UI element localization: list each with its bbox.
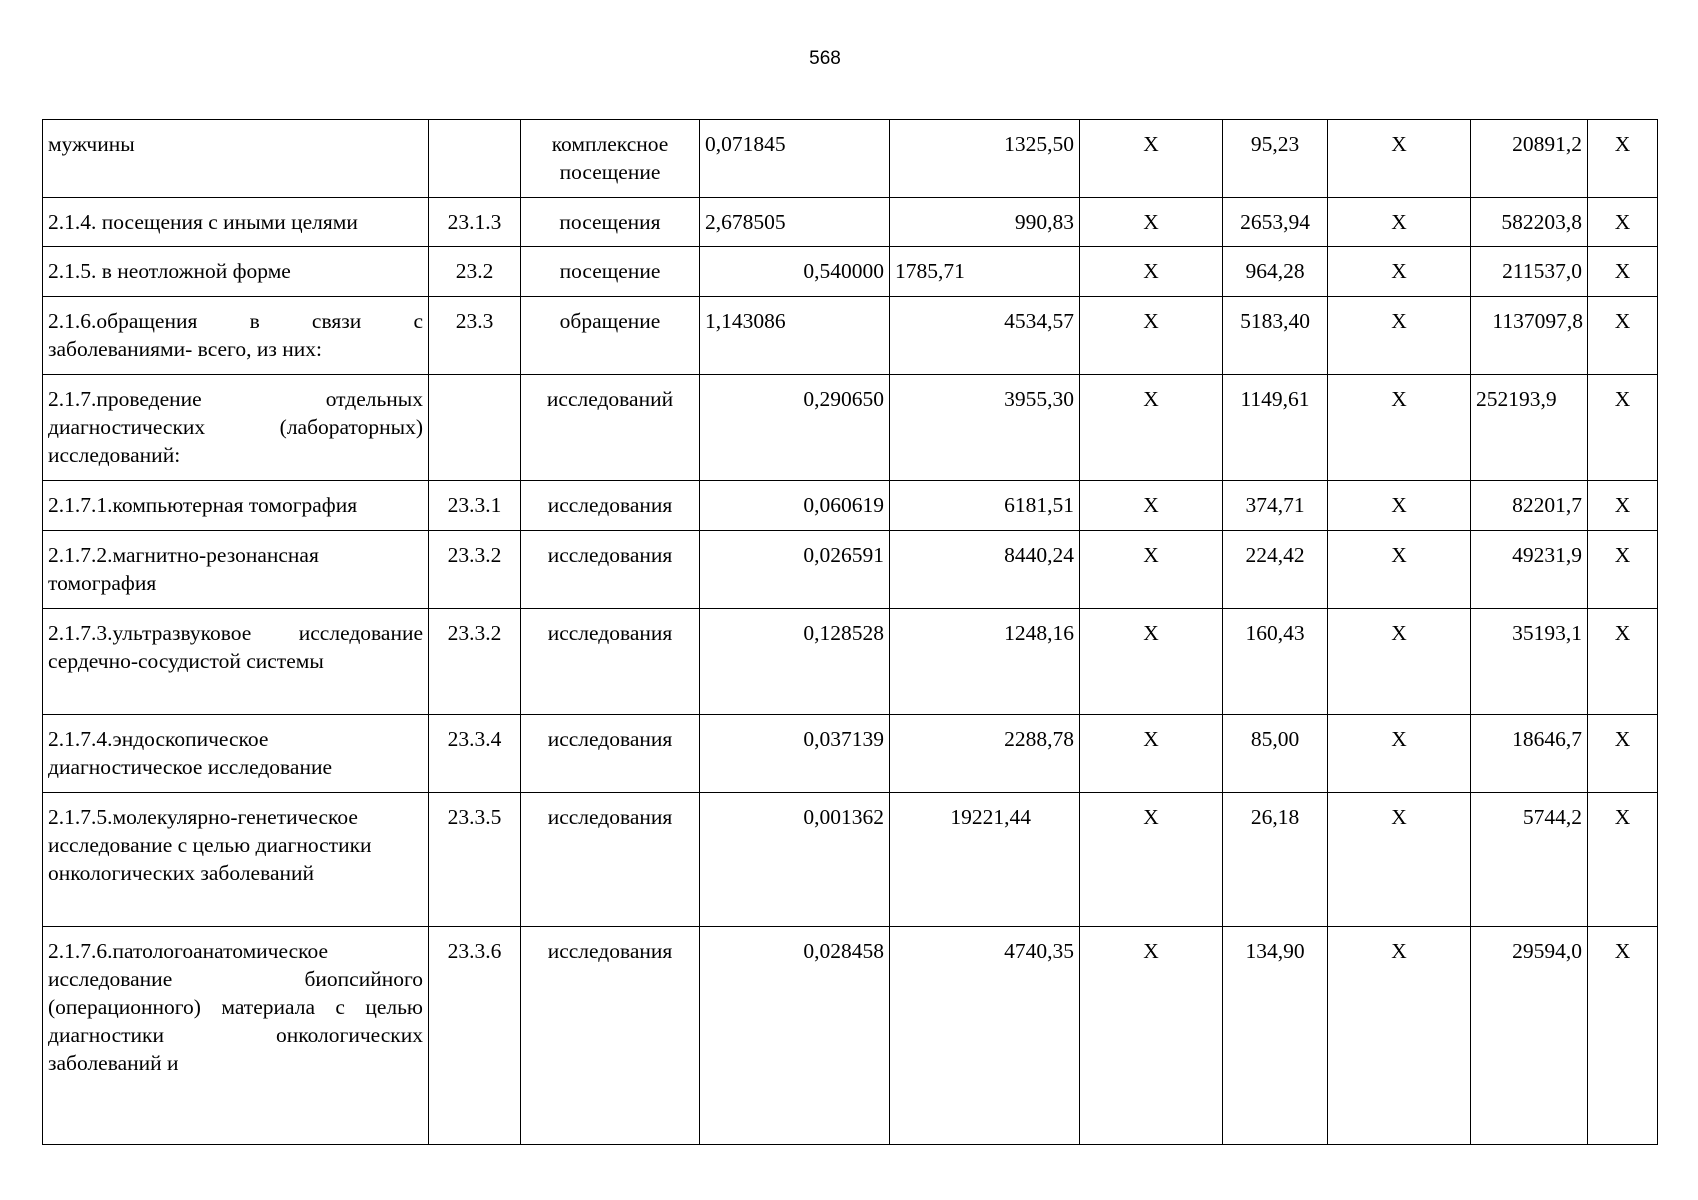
table-row <box>43 793 1658 927</box>
row-per-capita: 1149,61 <box>1223 375 1328 481</box>
row-x2: X <box>1328 927 1471 1145</box>
row-x1: X <box>1080 120 1223 198</box>
row-x1: X <box>1080 481 1223 531</box>
row-name: 2.1.7.2.магнитно-резонансная томография <box>43 531 429 609</box>
row-cost: 8440,24 <box>890 531 1080 609</box>
row-code <box>429 120 521 198</box>
row-name: 2.1.7.3.ультразвуковое исследование сердечно-сосудистой системы <box>43 609 429 715</box>
row-code: 23.3 <box>429 297 521 375</box>
row-volume: 0,540000 <box>700 247 890 297</box>
row-code: 23.1.3 <box>429 198 521 247</box>
norms-table <box>42 119 1658 1145</box>
row-x1: X <box>1080 609 1223 715</box>
row-x2: X <box>1328 793 1471 927</box>
row-total: 49231,9 <box>1471 531 1588 609</box>
row-per-capita: 374,71 <box>1223 481 1328 531</box>
row-x2: X <box>1328 715 1471 793</box>
row-per-capita: 95,23 <box>1223 120 1328 198</box>
row-unit: исследования <box>521 531 700 609</box>
row-volume: 0,128528 <box>700 609 890 715</box>
row-per-capita: 224,42 <box>1223 531 1328 609</box>
row-per-capita: 160,43 <box>1223 609 1328 715</box>
row-x2: X <box>1328 198 1471 247</box>
row-volume: 0,001362 <box>700 793 890 927</box>
row-cost: 1248,16 <box>890 609 1080 715</box>
row-x2: X <box>1328 531 1471 609</box>
row-x2: X <box>1328 247 1471 297</box>
row-cost: 6181,51 <box>890 481 1080 531</box>
row-per-capita: 2653,94 <box>1223 198 1328 247</box>
row-name: 2.1.7.5.молекулярно-генетическое исследование с целью диагностики онкологических заболеваний <box>43 793 429 927</box>
row-unit: обращение <box>521 297 700 375</box>
row-x3: X <box>1588 609 1658 715</box>
table-row <box>43 531 1658 609</box>
row-x3: X <box>1588 247 1658 297</box>
row-total: 5744,2 <box>1471 793 1588 927</box>
page-number: 568 <box>809 48 841 69</box>
row-total: 252193,9 <box>1471 375 1588 481</box>
row-code: 23.3.4 <box>429 715 521 793</box>
row-volume: 2,678505 <box>700 198 890 247</box>
row-per-capita: 134,90 <box>1223 927 1328 1145</box>
row-cost: 19221,44 <box>890 793 1080 927</box>
row-total: 29594,0 <box>1471 927 1588 1145</box>
row-name: мужчины <box>43 120 429 198</box>
row-cost: 1785,71 <box>890 247 1080 297</box>
row-per-capita: 5183,40 <box>1223 297 1328 375</box>
row-total: 211537,0 <box>1471 247 1588 297</box>
row-code: 23.2 <box>429 247 521 297</box>
table-row <box>43 927 1658 1145</box>
row-total: 82201,7 <box>1471 481 1588 531</box>
row-name: 2.1.7.4.эндоскопическое диагностическое исследование <box>43 715 429 793</box>
row-x1: X <box>1080 297 1223 375</box>
row-x3: X <box>1588 297 1658 375</box>
table-row <box>43 120 1658 198</box>
table-row <box>43 198 1658 247</box>
row-volume: 1,143086 <box>700 297 890 375</box>
row-x2: X <box>1328 609 1471 715</box>
row-unit: исследования <box>521 927 700 1145</box>
row-unit: исследования <box>521 793 700 927</box>
row-name: 2.1.7.проведение отдельных диагностических (лабораторных) исследований: <box>43 375 429 481</box>
row-code: 23.3.5 <box>429 793 521 927</box>
table-row <box>43 375 1658 481</box>
row-x1: X <box>1080 247 1223 297</box>
table-row <box>43 715 1658 793</box>
row-volume: 0,071845 <box>700 120 890 198</box>
row-volume: 0,290650 <box>700 375 890 481</box>
row-unit: посещения <box>521 198 700 247</box>
row-x1: X <box>1080 198 1223 247</box>
row-x2: X <box>1328 297 1471 375</box>
row-unit: посещение <box>521 247 700 297</box>
row-code: 23.3.1 <box>429 481 521 531</box>
row-total: 18646,7 <box>1471 715 1588 793</box>
table-row <box>43 247 1658 297</box>
row-x3: X <box>1588 927 1658 1145</box>
row-x3: X <box>1588 793 1658 927</box>
row-name: 2.1.7.1.компьютерная томография <box>43 481 429 531</box>
table-row <box>43 481 1658 531</box>
row-cost: 4534,57 <box>890 297 1080 375</box>
row-x2: X <box>1328 120 1471 198</box>
row-x1: X <box>1080 927 1223 1145</box>
row-x3: X <box>1588 481 1658 531</box>
row-x1: X <box>1080 715 1223 793</box>
row-name: 2.1.5. в неотложной форме <box>43 247 429 297</box>
row-x3: X <box>1588 715 1658 793</box>
row-x3: X <box>1588 198 1658 247</box>
row-cost: 2288,78 <box>890 715 1080 793</box>
row-code: 23.3.2 <box>429 609 521 715</box>
row-code: 23.3.2 <box>429 531 521 609</box>
row-cost: 4740,35 <box>890 927 1080 1145</box>
row-unit: исследования <box>521 481 700 531</box>
row-code <box>429 375 521 481</box>
row-x3: X <box>1588 531 1658 609</box>
row-total: 582203,8 <box>1471 198 1588 247</box>
row-x3: X <box>1588 375 1658 481</box>
row-total: 35193,1 <box>1471 609 1588 715</box>
row-unit: комплексное посещение <box>521 120 700 198</box>
row-unit: исследований <box>521 375 700 481</box>
row-volume: 0,028458 <box>700 927 890 1145</box>
row-total: 1137097,8 <box>1471 297 1588 375</box>
row-x1: X <box>1080 375 1223 481</box>
row-cost: 990,83 <box>890 198 1080 247</box>
row-name: 2.1.6.обращения в связи с заболеваниями- всего, из них: <box>43 297 429 375</box>
row-x2: X <box>1328 481 1471 531</box>
table-row <box>43 609 1658 715</box>
row-x2: X <box>1328 375 1471 481</box>
row-name: 2.1.4. посещения с иными целями <box>43 198 429 247</box>
row-cost: 1325,50 <box>890 120 1080 198</box>
row-code: 23.3.6 <box>429 927 521 1145</box>
row-volume: 0,026591 <box>700 531 890 609</box>
table-row <box>43 297 1658 375</box>
row-x1: X <box>1080 793 1223 927</box>
row-total: 20891,2 <box>1471 120 1588 198</box>
row-x3: X <box>1588 120 1658 198</box>
row-x1: X <box>1080 531 1223 609</box>
row-volume: 0,060619 <box>700 481 890 531</box>
row-unit: исследования <box>521 609 700 715</box>
row-volume: 0,037139 <box>700 715 890 793</box>
row-per-capita: 964,28 <box>1223 247 1328 297</box>
row-unit: исследования <box>521 715 700 793</box>
row-cost: 3955,30 <box>890 375 1080 481</box>
row-per-capita: 26,18 <box>1223 793 1328 927</box>
row-name: 2.1.7.6.патологоанатомическое исследование биопсийного (операционного) материала с целью диагностики онкологических заболеваний и <box>43 927 429 1145</box>
row-per-capita: 85,00 <box>1223 715 1328 793</box>
